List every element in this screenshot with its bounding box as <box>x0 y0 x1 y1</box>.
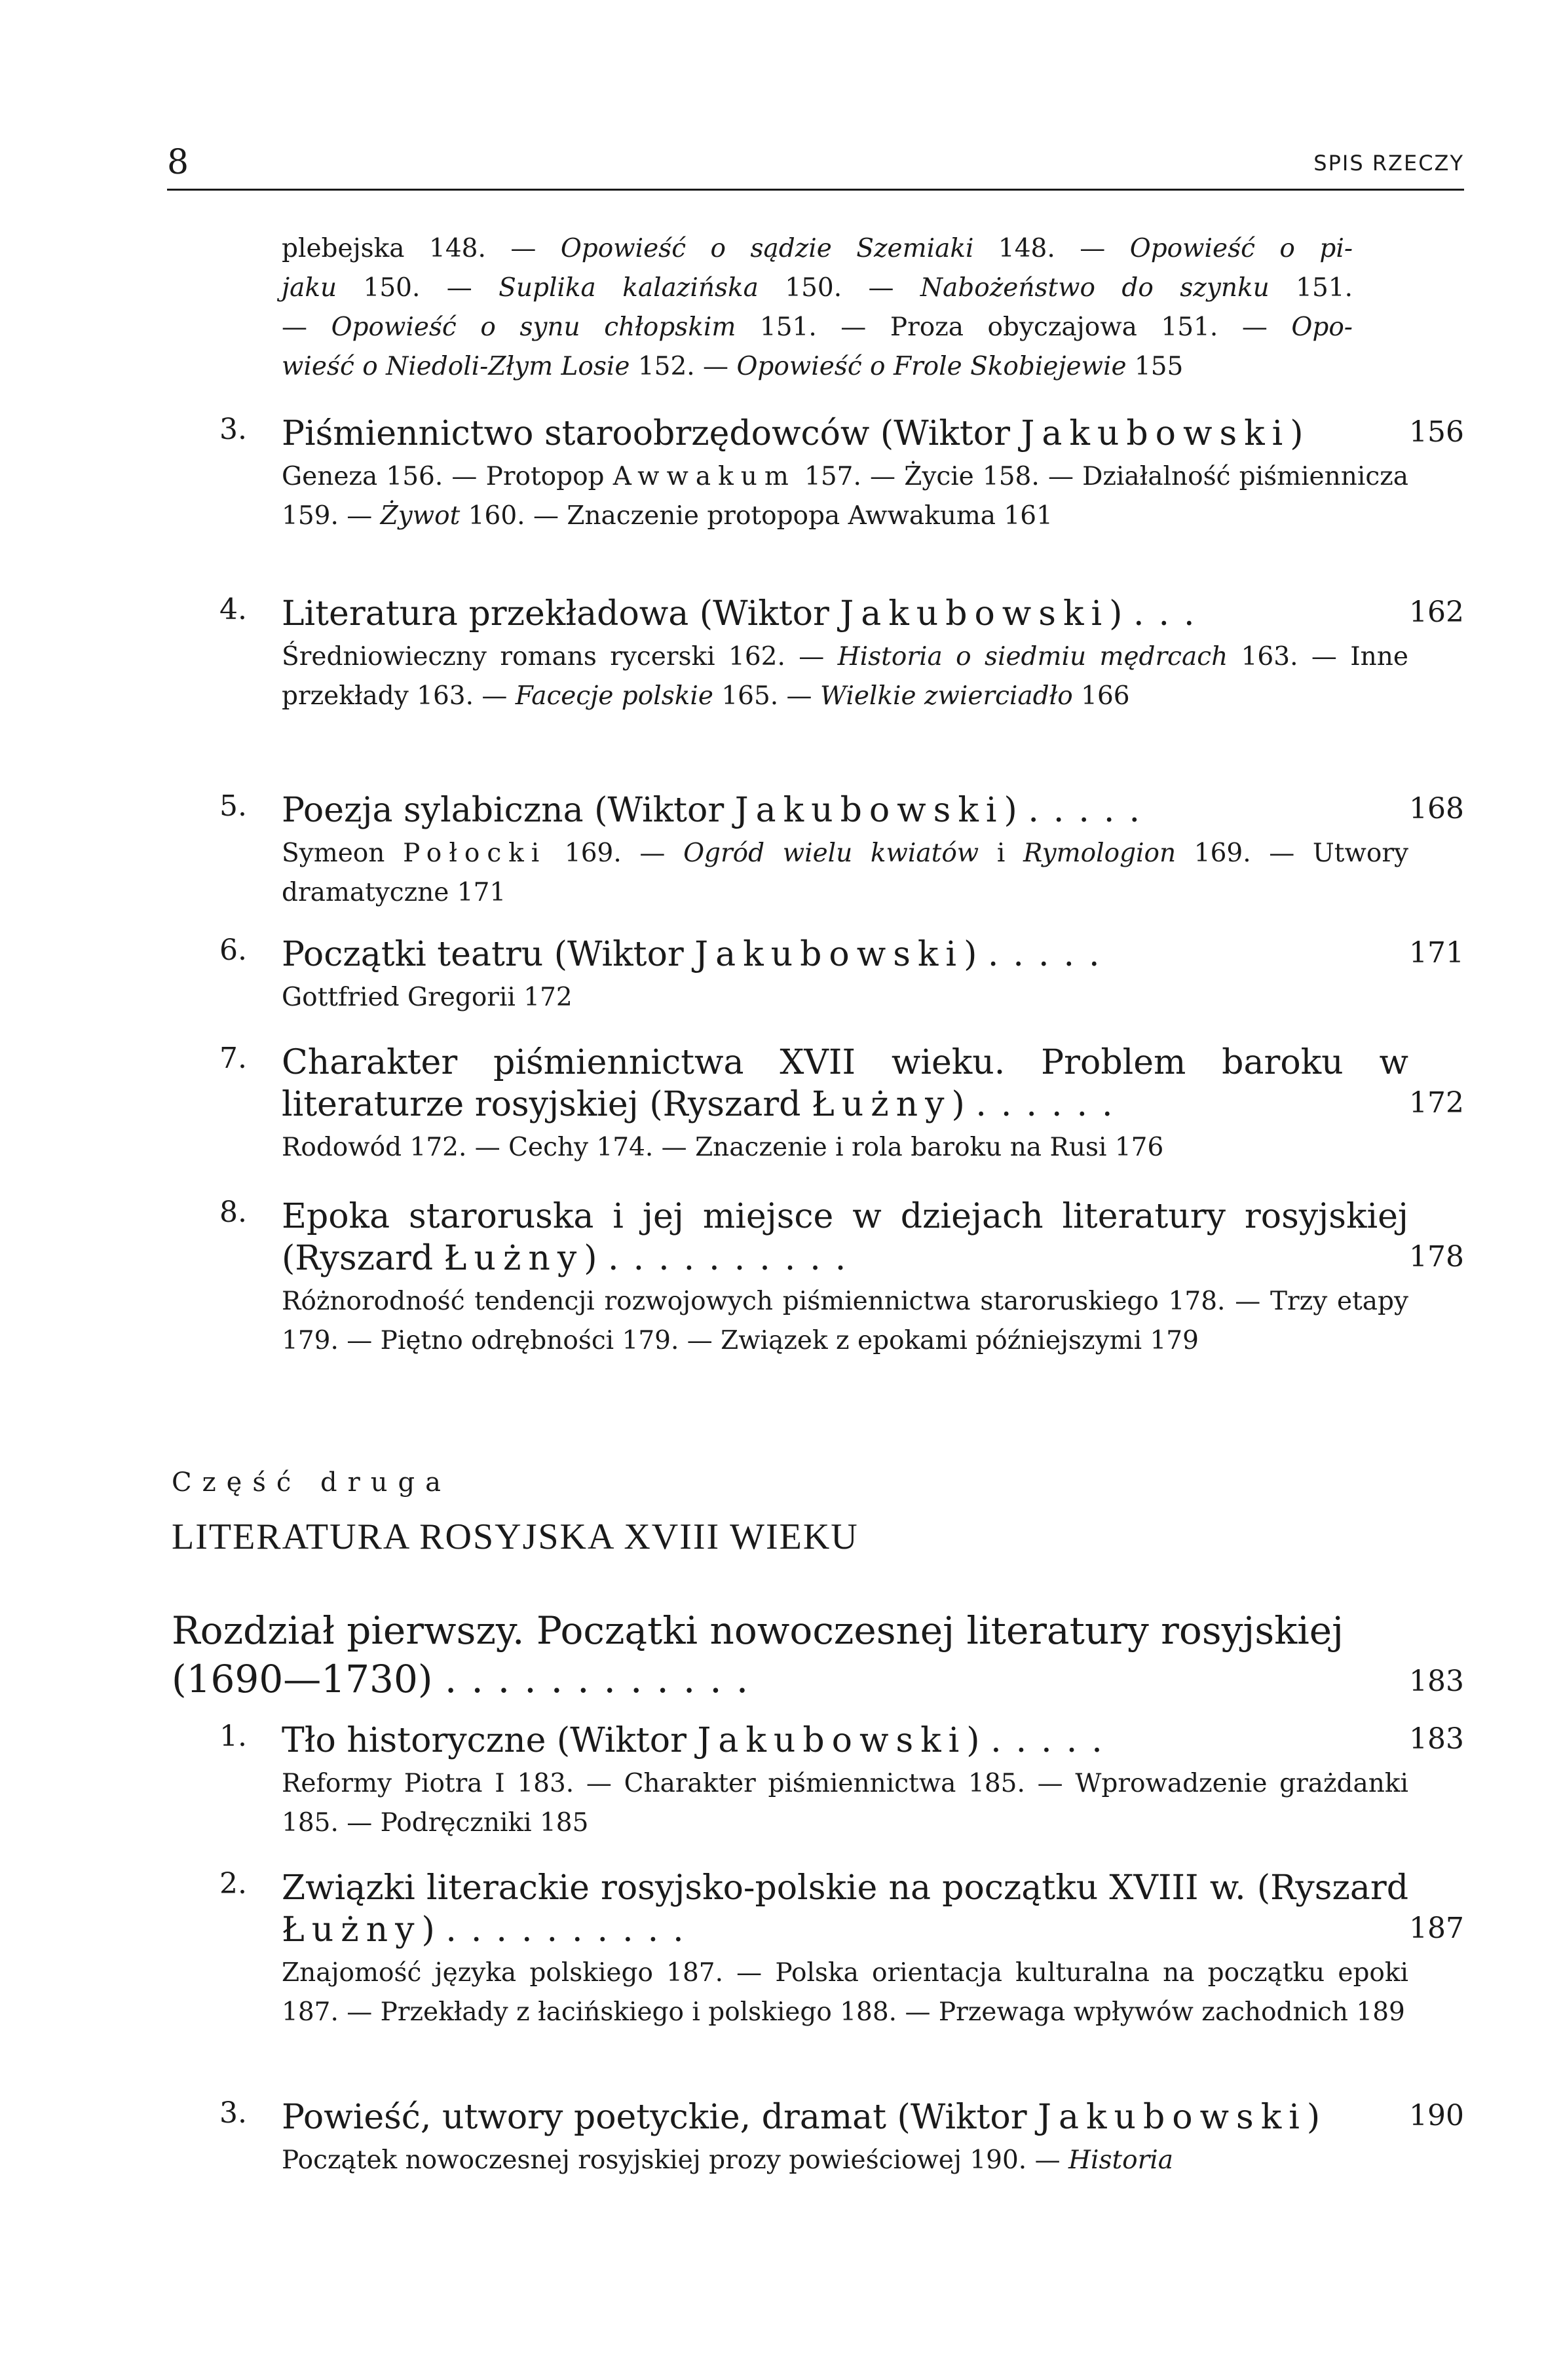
toc-entry-6 <box>219 934 1464 1017</box>
author-name: Jakubowski <box>734 791 1004 830</box>
italic-title: Opo- <box>1291 312 1353 342</box>
chapter-heading <box>172 1606 1464 1703</box>
entry-page: 190 <box>1409 2099 1464 2132</box>
entry-subtopics <box>282 834 1408 913</box>
author-name: Jakubowski <box>1038 2098 1307 2137</box>
chapter-leader-dots: ............ <box>444 1657 763 1701</box>
author-name: Jakubowski <box>697 1721 967 1760</box>
toc-entry-7 <box>219 1042 1464 1167</box>
text-run: 157. — Życie 158. — Działalność piśmiennicza 159. — <box>282 462 1408 531</box>
entry-title <box>282 413 1408 455</box>
part-label: Część druga <box>172 1467 451 1498</box>
chapter-page: 183 <box>1409 1665 1464 1698</box>
toc-entry-5 <box>219 789 1464 913</box>
entry-title <box>282 593 1408 635</box>
leader-dots: ..... <box>990 1721 1117 1760</box>
italic-title: Opowieść o sądzie Szemiaki <box>560 234 974 263</box>
entry-number: 7. <box>219 1042 247 1075</box>
author-name: Jakubowski <box>1021 414 1290 453</box>
italic-title: Historia o siedmiu mędrcach <box>837 642 1228 671</box>
author-name: Łużny <box>812 1085 952 1124</box>
text-run: ) <box>966 1721 991 1760</box>
italic-title: Opowieść o pi- <box>1129 234 1353 263</box>
entry-subtopics <box>282 1764 1408 1843</box>
entry-title <box>282 1867 1408 1951</box>
leader-dots: ..... <box>1028 791 1154 830</box>
intro-line <box>282 269 1353 308</box>
text-run: 166 <box>1072 681 1130 711</box>
entry-title <box>282 789 1408 831</box>
text-run: Reformy Piotra I 183. — Charakter piśmiennictwa 185. — Wprowadzenie grażdanki 185. — Podręczniki 185 <box>282 1769 1408 1838</box>
intro-continuation <box>282 229 1353 387</box>
entry-title <box>282 2096 1408 2138</box>
text-run: 163. — Inne przekłady 163. — <box>282 642 1408 711</box>
text-run: ) <box>1290 414 1304 453</box>
text-run: ) <box>584 1239 609 1278</box>
italic-title: Wielkie zwierciadło <box>819 681 1073 711</box>
text-run: Początki teatru (Wiktor <box>282 935 695 974</box>
italic-title: Facecje polskie <box>515 681 713 711</box>
entry-subtopics <box>282 637 1408 716</box>
text-run: Poezja sylabiczna (Wiktor <box>282 791 735 830</box>
entry-number: 5. <box>219 789 247 823</box>
running-title: SPIS RZECZY <box>1313 151 1464 176</box>
entry-title <box>282 1720 1408 1762</box>
entry-subtopics <box>282 978 1408 1017</box>
entry-page: 162 <box>1409 595 1464 629</box>
entry-page: 171 <box>1409 936 1464 970</box>
text-run: Geneza 156. — Protopop <box>282 462 613 491</box>
text-run: ) <box>421 1910 446 1950</box>
entry-number: 3. <box>219 413 247 446</box>
text-run: ) <box>1306 2098 1321 2137</box>
entry-title <box>282 1042 1408 1125</box>
toc-entry-8 <box>219 1196 1464 1361</box>
leader-dots: .......... <box>608 1239 861 1278</box>
entry-number: 6. <box>219 934 247 967</box>
entry-number: 8. <box>219 1196 247 1229</box>
text-run: 151. — Proza obyczajowa 151. — <box>736 312 1292 342</box>
text-run: 165. — <box>713 681 820 711</box>
text-run: Piśmiennictwo staroobrzędowców (Wiktor <box>282 414 1021 453</box>
toc-entry-3 <box>219 413 1464 536</box>
text-run: Epoka staroruska i jej miejsce w dziejach literatury rosyjskiej (Ryszard <box>282 1197 1408 1278</box>
author-name: Jakubowski <box>694 935 964 974</box>
italic-title: Rymologion <box>1023 839 1177 868</box>
entry-subtopics <box>282 1954 1408 2032</box>
italic-title: jaku <box>282 273 337 303</box>
italic-title: Opowieść o synu chłopskim <box>331 312 736 342</box>
author-name: Łużny <box>282 1910 422 1950</box>
author-name: Awwakum <box>612 462 796 491</box>
text-run: 152. — <box>630 352 737 381</box>
entry-page: 172 <box>1409 1086 1464 1120</box>
chapter-title: Rozdział pierwszy. Początki nowoczesnej literatury rosyjskiej (1690—1730) <box>172 1608 1344 1701</box>
text-run: Związki literackie rosyjsko-polskie na początku XVIII w. (Ryszard <box>282 1868 1408 1908</box>
intro-line <box>282 347 1353 387</box>
entry-page: 183 <box>1409 1722 1464 1756</box>
text-run: 169. — <box>546 839 684 868</box>
italic-title: Żywot <box>380 501 461 531</box>
text-run: 169. — Utwory dramatyczne 171 <box>282 839 1408 907</box>
intro-line <box>282 229 1353 269</box>
part-title: LITERATURA ROSYJSKA XVIII WIEKU <box>172 1517 859 1557</box>
italic-title: Nabożeństwo do szynku <box>920 273 1270 303</box>
text-run: Początek nowoczesnej rosyjskiej prozy powieściowej 190. — <box>282 2145 1068 2175</box>
text-run: Powieść, utwory poetyckie, dramat (Wiktor <box>282 2098 1038 2137</box>
italic-title: Opowieść o Frole Skobiejewie <box>736 352 1127 381</box>
entry-subtopics <box>282 457 1408 536</box>
text-run: Rodowód 172. — Cechy 174. — Znaczenie i rola baroku na Rusi 176 <box>282 1133 1164 1162</box>
entry-number: 2. <box>219 1867 247 1900</box>
entry-subtopics <box>282 1128 1408 1167</box>
entry-page: 156 <box>1409 415 1464 449</box>
entry-page: 178 <box>1409 1240 1464 1274</box>
text-run: ) <box>1004 791 1028 830</box>
leader-dots: ..... <box>987 935 1114 974</box>
author-name: Łużny <box>443 1239 584 1278</box>
leader-dots: ... <box>1133 594 1209 633</box>
text-run: ) <box>1109 594 1133 633</box>
text-run: ) <box>964 935 988 974</box>
entry-number: 1. <box>219 1720 247 1753</box>
text-run: — <box>282 312 331 342</box>
text-run: 160. — Znaczenie protopopa Awwakuma 161 <box>460 501 1053 531</box>
entry-page: 187 <box>1409 1912 1464 1945</box>
text-run: 150. — <box>758 273 920 303</box>
text-run: Różnorodność tendencji rozwojowych piśmiennictwa staroruskiego 178. — Trzy etapy 179. — Piętno odrębności 179. — Związek z epokami późniejszymi 179 <box>282 1287 1408 1355</box>
author-name: Jakubowski <box>840 594 1110 633</box>
text-run: Znajomość języka polskiego 187. — Polska orientacja kulturalna na początku epoki 187. — Przekłady z łacińskiego i polskiego 188. — Przewaga wpływów zachodnich 189 <box>282 1958 1408 2027</box>
page-number: 8 <box>167 143 189 182</box>
text-run: Literatura przekładowa (Wiktor <box>282 594 840 633</box>
italic-title: Historia <box>1068 2145 1174 2175</box>
chapter-section-3 <box>219 2096 1464 2180</box>
text-run: 155 <box>1126 352 1184 381</box>
text-run: Charakter piśmiennictwa XVII wieku. Problem baroku w literaturze rosyjskiej (Ryszard <box>282 1043 1408 1124</box>
entry-subtopics <box>282 2141 1408 2180</box>
text-run: 151. <box>1269 273 1353 303</box>
text-run: Tło historyczne (Wiktor <box>282 1721 698 1760</box>
intro-line <box>282 308 1353 347</box>
italic-title: Suplika kalazińska <box>499 273 759 303</box>
entry-number: 4. <box>219 593 247 626</box>
entry-number: 3. <box>219 2096 247 2130</box>
chapter-section-1 <box>219 1720 1464 1843</box>
text-run: Średniowieczny romans rycerski 162. — <box>282 642 838 671</box>
text-run: Gottfried Gregorii 172 <box>282 983 573 1012</box>
leader-dots: .......... <box>445 1910 698 1950</box>
entry-subtopics <box>282 1282 1408 1361</box>
text-run: ) <box>951 1085 976 1124</box>
running-header <box>167 143 1464 191</box>
text-run: 148. — <box>973 234 1130 263</box>
chapter-section-2 <box>219 1867 1464 2032</box>
entry-title <box>282 1196 1408 1279</box>
italic-title: Ogród wielu kwiatów <box>683 839 979 868</box>
leader-dots: ...... <box>975 1085 1127 1124</box>
entry-page: 168 <box>1409 792 1464 825</box>
entry-title <box>282 934 1408 975</box>
text-run: Symeon <box>282 839 404 868</box>
author-name: Połocki <box>403 839 547 868</box>
text-run: plebejska 148. — <box>282 234 561 263</box>
text-run: 150. — <box>337 273 499 303</box>
toc-entry-4 <box>219 593 1464 716</box>
text-run: i <box>979 839 1023 868</box>
italic-title: wieść o Niedoli-Złym Losie <box>282 352 630 381</box>
